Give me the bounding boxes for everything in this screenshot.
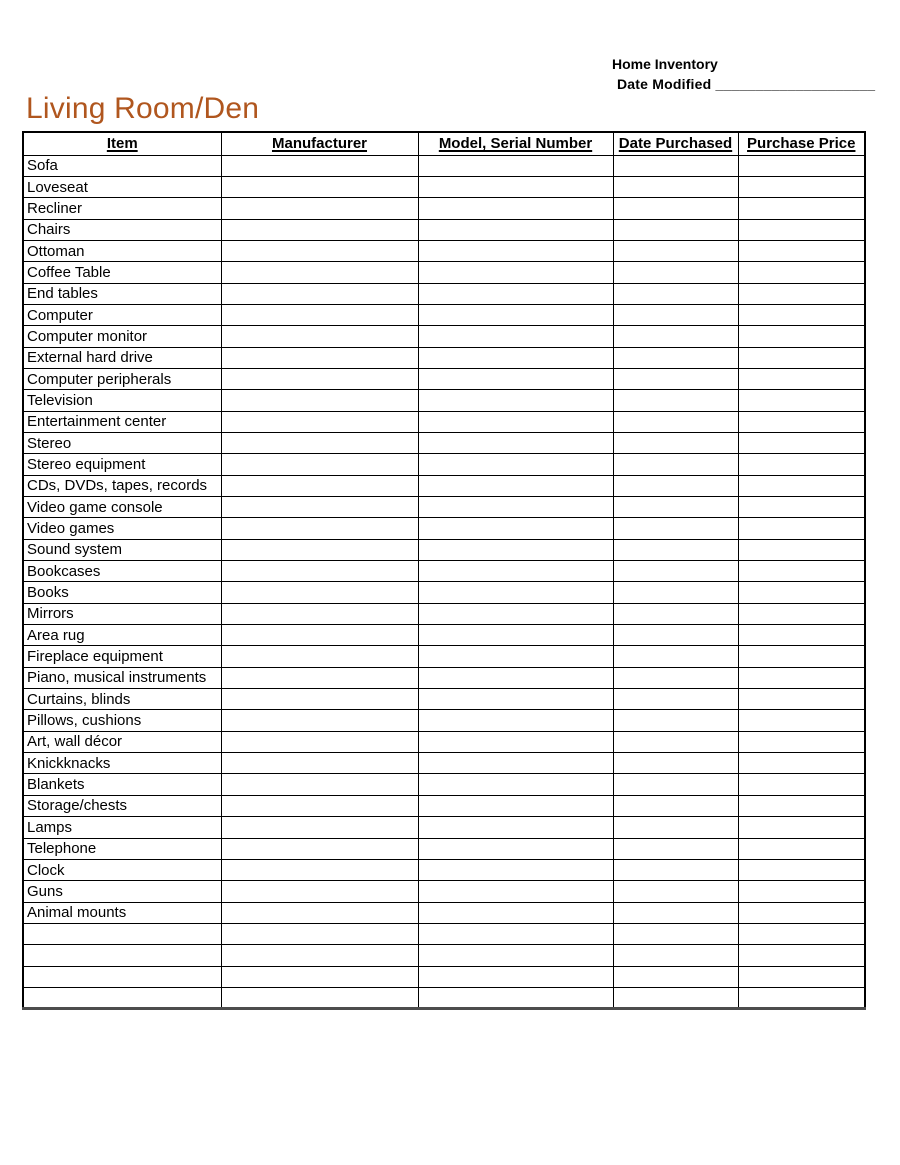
item-cell: Computer: [23, 304, 221, 325]
item-cell: End tables: [23, 283, 221, 304]
table-row: [23, 497, 865, 518]
manufacturer-cell: [221, 518, 418, 539]
manufacturer-cell: [221, 774, 418, 795]
purchase-price-cell: [738, 838, 865, 859]
table-row: [23, 731, 865, 752]
item-cell: Sound system: [23, 539, 221, 560]
manufacturer-cell: [221, 987, 418, 1008]
table-row: [23, 283, 865, 304]
item-cell: Storage/chests: [23, 795, 221, 816]
table-row: [23, 817, 865, 838]
item-cell: Chairs: [23, 219, 221, 240]
column-header-manufacturer: Manufacturer: [221, 132, 418, 155]
manufacturer-cell: [221, 838, 418, 859]
date-purchased-cell: [613, 176, 738, 197]
table-row: [23, 390, 865, 411]
purchase-price-cell: [738, 582, 865, 603]
model-serial-cell: [418, 411, 613, 432]
table-row: [23, 667, 865, 688]
model-serial-cell: [418, 262, 613, 283]
model-serial-cell: [418, 304, 613, 325]
item-cell: Knickknacks: [23, 753, 221, 774]
model-serial-cell: [418, 987, 613, 1008]
item-cell: Art, wall décor: [23, 731, 221, 752]
purchase-price-cell: [738, 817, 865, 838]
header-row: [23, 132, 865, 155]
model-serial-cell: [418, 432, 613, 453]
manufacturer-cell: [221, 753, 418, 774]
table-row: [23, 368, 865, 389]
table-row: [23, 155, 865, 176]
model-serial-cell: [418, 539, 613, 560]
table-row: [23, 475, 865, 496]
manufacturer-cell: [221, 219, 418, 240]
date-purchased-cell: [613, 945, 738, 966]
date-purchased-cell: [613, 817, 738, 838]
item-cell: External hard drive: [23, 347, 221, 368]
manufacturer-cell: [221, 667, 418, 688]
manufacturer-cell: [221, 347, 418, 368]
item-cell: Television: [23, 390, 221, 411]
date-purchased-cell: [613, 881, 738, 902]
item-cell: Fireplace equipment: [23, 646, 221, 667]
purchase-price-cell: [738, 368, 865, 389]
date-purchased-cell: [613, 219, 738, 240]
table-row: [23, 518, 865, 539]
model-serial-cell: [418, 795, 613, 816]
purchase-price-cell: [738, 987, 865, 1008]
purchase-price-cell: [738, 710, 865, 731]
purchase-price-cell: [738, 454, 865, 475]
table-row: [23, 902, 865, 923]
manufacturer-cell: [221, 902, 418, 923]
date-purchased-cell: [613, 902, 738, 923]
table-row: [23, 454, 865, 475]
table-row: [23, 347, 865, 368]
model-serial-cell: [418, 646, 613, 667]
purchase-price-cell: [738, 859, 865, 880]
table-row: [23, 176, 865, 197]
date-purchased-cell: [613, 539, 738, 560]
purchase-price-cell: [738, 603, 865, 624]
model-serial-cell: [418, 689, 613, 710]
item-cell: Telephone: [23, 838, 221, 859]
date-purchased-cell: [613, 155, 738, 176]
purchase-price-cell: [738, 646, 865, 667]
manufacturer-cell: [221, 390, 418, 411]
item-cell: Blankets: [23, 774, 221, 795]
table-row: [23, 432, 865, 453]
model-serial-cell: [418, 859, 613, 880]
table-row: [23, 582, 865, 603]
date-purchased-cell: [613, 475, 738, 496]
item-cell: Stereo equipment: [23, 454, 221, 475]
item-cell: Bookcases: [23, 561, 221, 582]
model-serial-cell: [418, 475, 613, 496]
date-purchased-cell: [613, 240, 738, 261]
item-cell: Loveseat: [23, 176, 221, 197]
item-cell: Clock: [23, 859, 221, 880]
manufacturer-cell: [221, 368, 418, 389]
table-row: [23, 603, 865, 624]
manufacturer-cell: [221, 497, 418, 518]
date-purchased-cell: [613, 390, 738, 411]
model-serial-cell: [418, 667, 613, 688]
model-serial-cell: [418, 582, 613, 603]
manufacturer-cell: [221, 475, 418, 496]
model-serial-cell: [418, 753, 613, 774]
date-purchased-cell: [613, 646, 738, 667]
doc-header: [612, 54, 875, 94]
model-serial-cell: [418, 838, 613, 859]
item-cell: Mirrors: [23, 603, 221, 624]
date-purchased-cell: [613, 838, 738, 859]
table-row: [23, 326, 865, 347]
purchase-price-cell: [738, 176, 865, 197]
item-cell: Computer peripherals: [23, 368, 221, 389]
purchase-price-cell: [738, 347, 865, 368]
purchase-price-cell: [738, 497, 865, 518]
purchase-price-cell: [738, 625, 865, 646]
purchase-price-cell: [738, 326, 865, 347]
purchase-price-cell: [738, 667, 865, 688]
item-cell: Recliner: [23, 198, 221, 219]
purchase-price-cell: [738, 219, 865, 240]
item-cell: Sofa: [23, 155, 221, 176]
purchase-price-cell: [738, 731, 865, 752]
model-serial-cell: [418, 390, 613, 411]
date-modified-line: [612, 74, 875, 94]
item-cell: Lamps: [23, 817, 221, 838]
model-serial-cell: [418, 923, 613, 944]
table-row: [23, 625, 865, 646]
doc-title: Home Inventory: [612, 56, 718, 72]
model-serial-cell: [418, 731, 613, 752]
date-purchased-cell: [613, 987, 738, 1008]
purchase-price-cell: [738, 753, 865, 774]
item-cell: Ottoman: [23, 240, 221, 261]
column-header-item: Item: [23, 132, 221, 155]
model-serial-cell: [418, 326, 613, 347]
manufacturer-cell: [221, 561, 418, 582]
model-serial-cell: [418, 774, 613, 795]
section-title: Living Room/Den: [26, 92, 260, 125]
date-purchased-cell: [613, 432, 738, 453]
manufacturer-cell: [221, 859, 418, 880]
date-purchased-cell: [613, 518, 738, 539]
purchase-price-cell: [738, 262, 865, 283]
table-row: [23, 646, 865, 667]
model-serial-cell: [418, 561, 613, 582]
table-row: [23, 304, 865, 325]
date-purchased-cell: [613, 774, 738, 795]
model-serial-cell: [418, 155, 613, 176]
item-cell: Computer monitor: [23, 326, 221, 347]
purchase-price-cell: [738, 561, 865, 582]
date-purchased-cell: [613, 923, 738, 944]
purchase-price-cell: [738, 518, 865, 539]
table-row: [23, 411, 865, 432]
purchase-price-cell: [738, 432, 865, 453]
date-modified-label: Date Modified: [617, 76, 712, 92]
manufacturer-cell: [221, 731, 418, 752]
date-purchased-cell: [613, 411, 738, 432]
purchase-price-cell: [738, 902, 865, 923]
item-cell: Piano, musical instruments: [23, 667, 221, 688]
manufacturer-cell: [221, 625, 418, 646]
purchase-price-cell: [738, 304, 865, 325]
purchase-price-cell: [738, 923, 865, 944]
date-modified-blank: ____________________: [715, 76, 876, 92]
purchase-price-cell: [738, 539, 865, 560]
date-purchased-cell: [613, 966, 738, 987]
date-purchased-cell: [613, 859, 738, 880]
table-row: [23, 262, 865, 283]
manufacturer-cell: [221, 432, 418, 453]
table-row: [23, 838, 865, 859]
model-serial-cell: [418, 603, 613, 624]
table-row: [23, 945, 865, 966]
date-purchased-cell: [613, 497, 738, 518]
manufacturer-cell: [221, 240, 418, 261]
model-serial-cell: [418, 966, 613, 987]
model-serial-cell: [418, 176, 613, 197]
model-serial-cell: [418, 240, 613, 261]
date-purchased-cell: [613, 689, 738, 710]
date-purchased-cell: [613, 710, 738, 731]
table-row: [23, 795, 865, 816]
date-purchased-cell: [613, 603, 738, 624]
item-cell: CDs, DVDs, tapes, records: [23, 475, 221, 496]
date-purchased-cell: [613, 262, 738, 283]
item-cell: [23, 945, 221, 966]
manufacturer-cell: [221, 582, 418, 603]
item-cell: Video game console: [23, 497, 221, 518]
inventory-table: [22, 131, 866, 1010]
item-cell: Coffee Table: [23, 262, 221, 283]
manufacturer-cell: [221, 454, 418, 475]
date-purchased-cell: [613, 625, 738, 646]
item-cell: Guns: [23, 881, 221, 902]
table-row: [23, 689, 865, 710]
model-serial-cell: [418, 198, 613, 219]
item-cell: Curtains, blinds: [23, 689, 221, 710]
manufacturer-cell: [221, 304, 418, 325]
purchase-price-cell: [738, 155, 865, 176]
item-cell: Books: [23, 582, 221, 603]
purchase-price-cell: [738, 966, 865, 987]
manufacturer-cell: [221, 326, 418, 347]
purchase-price-cell: [738, 240, 865, 261]
date-purchased-cell: [613, 368, 738, 389]
column-header-model-serial: Model, Serial Number: [418, 132, 613, 155]
date-purchased-cell: [613, 347, 738, 368]
model-serial-cell: [418, 347, 613, 368]
model-serial-cell: [418, 497, 613, 518]
date-purchased-cell: [613, 582, 738, 603]
date-purchased-cell: [613, 198, 738, 219]
date-purchased-cell: [613, 283, 738, 304]
manufacturer-cell: [221, 966, 418, 987]
item-cell: [23, 923, 221, 944]
date-purchased-cell: [613, 753, 738, 774]
manufacturer-cell: [221, 646, 418, 667]
table-row: [23, 240, 865, 261]
model-serial-cell: [418, 368, 613, 389]
purchase-price-cell: [738, 881, 865, 902]
table-row: [23, 881, 865, 902]
table-row: [23, 859, 865, 880]
purchase-price-cell: [738, 411, 865, 432]
table-row: [23, 561, 865, 582]
model-serial-cell: [418, 902, 613, 923]
manufacturer-cell: [221, 283, 418, 304]
model-serial-cell: [418, 625, 613, 646]
manufacturer-cell: [221, 262, 418, 283]
item-cell: Area rug: [23, 625, 221, 646]
purchase-price-cell: [738, 689, 865, 710]
table-row: [23, 923, 865, 944]
manufacturer-cell: [221, 198, 418, 219]
date-purchased-cell: [613, 561, 738, 582]
item-cell: Stereo: [23, 432, 221, 453]
manufacturer-cell: [221, 603, 418, 624]
item-cell: Animal mounts: [23, 902, 221, 923]
model-serial-cell: [418, 518, 613, 539]
model-serial-cell: [418, 219, 613, 240]
manufacturer-cell: [221, 539, 418, 560]
purchase-price-cell: [738, 475, 865, 496]
purchase-price-cell: [738, 390, 865, 411]
manufacturer-cell: [221, 795, 418, 816]
date-purchased-cell: [613, 731, 738, 752]
model-serial-cell: [418, 945, 613, 966]
column-header-date-purchased: Date Purchased: [613, 132, 738, 155]
purchase-price-cell: [738, 283, 865, 304]
date-purchased-cell: [613, 304, 738, 325]
table-row: [23, 774, 865, 795]
table-row: [23, 539, 865, 560]
model-serial-cell: [418, 817, 613, 838]
table-row: [23, 753, 865, 774]
model-serial-cell: [418, 283, 613, 304]
date-purchased-cell: [613, 795, 738, 816]
item-cell: Video games: [23, 518, 221, 539]
purchase-price-cell: [738, 945, 865, 966]
table-row: [23, 710, 865, 731]
purchase-price-cell: [738, 198, 865, 219]
item-cell: Entertainment center: [23, 411, 221, 432]
table-row: [23, 198, 865, 219]
item-cell: [23, 966, 221, 987]
table-row: [23, 987, 865, 1008]
manufacturer-cell: [221, 710, 418, 731]
manufacturer-cell: [221, 155, 418, 176]
table-row: [23, 966, 865, 987]
date-purchased-cell: [613, 326, 738, 347]
manufacturer-cell: [221, 817, 418, 838]
purchase-price-cell: [738, 774, 865, 795]
manufacturer-cell: [221, 176, 418, 197]
item-cell: [23, 987, 221, 1008]
manufacturer-cell: [221, 881, 418, 902]
purchase-price-cell: [738, 795, 865, 816]
table-row: [23, 219, 865, 240]
date-purchased-cell: [613, 454, 738, 475]
model-serial-cell: [418, 710, 613, 731]
manufacturer-cell: [221, 411, 418, 432]
manufacturer-cell: [221, 689, 418, 710]
item-cell: Pillows, cushions: [23, 710, 221, 731]
date-purchased-cell: [613, 667, 738, 688]
column-header-purchase-price: Purchase Price: [738, 132, 865, 155]
manufacturer-cell: [221, 945, 418, 966]
manufacturer-cell: [221, 923, 418, 944]
model-serial-cell: [418, 454, 613, 475]
model-serial-cell: [418, 881, 613, 902]
